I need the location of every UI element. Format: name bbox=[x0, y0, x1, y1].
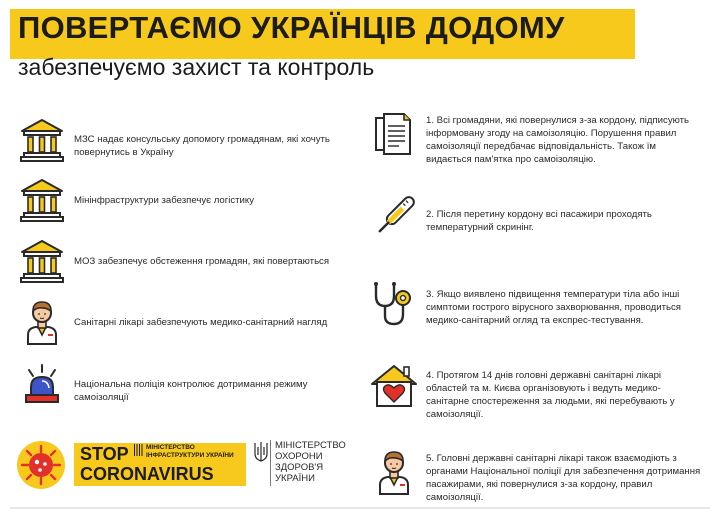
right-item-police bbox=[370, 447, 705, 504]
right-item-text: 5. Головні державні санітарні лікарі також взаємодіють з органами Національної поліції для забезпечення дотримання пасажирами, які повернулися з-за кордону, правил самоізоляції. bbox=[426, 453, 701, 503]
ministry-infrastructure-logo bbox=[134, 444, 144, 456]
thermometer-icon bbox=[370, 193, 418, 241]
bottom-divider bbox=[10, 507, 710, 509]
right-item-text: 1. Всі громадяни, які повернулися з-за кордону, підписують інформовану згоду на самоізоляцію. Порушення правил самоізоляції передбачає відповідальність. Також їм видається пам'ятка про самоізоляцію. bbox=[426, 115, 690, 165]
stethoscope-icon bbox=[370, 280, 418, 328]
right-item-consent bbox=[370, 110, 700, 166]
right-item-observation bbox=[370, 362, 700, 421]
ministry-health-label: МІНІСТЕРСТВО ОХОРОНИ ЗДОРОВ'Я УКРАЇНИ bbox=[275, 440, 346, 484]
stop-label: STOP bbox=[80, 444, 129, 464]
doctor-icon bbox=[18, 297, 66, 345]
right-item-text: 3. Якщо виявлено підвищення температури тіла або інші симптоми гострого вірусного захворювання, проводиться медико-санітарний огляд та експрес-тестування. bbox=[426, 289, 681, 326]
right-item-text: 4. Протягом 14 днів головні державні санітарні лікарі областей та м. Києва організовують і ведуть медико-санітарне спостереження за людьми, які перебувають у самоізоляції. bbox=[426, 370, 675, 420]
page-title: ПОВЕРТАЄМО УКРАЇНЦІВ ДОДОМУ bbox=[18, 10, 565, 45]
police-siren-icon bbox=[18, 361, 66, 409]
ministry-infrastructure-label: МІНІСТЕРСТВО ІНФРАСТРУКТУРИ УКРАЇНИ bbox=[146, 444, 234, 459]
documents-icon bbox=[370, 110, 418, 158]
government-building-icon bbox=[18, 176, 66, 224]
coronavirus-label: CORONAVIRUS bbox=[80, 464, 214, 484]
right-item-testing bbox=[370, 280, 700, 328]
virus-icon bbox=[16, 440, 66, 490]
right-item-screening bbox=[370, 193, 700, 241]
government-building-icon bbox=[18, 116, 66, 164]
trident-icon bbox=[254, 441, 268, 463]
right-item-text: 2. Після перетину кордону всі пасажири проходять температурний скринінг. bbox=[426, 209, 652, 233]
logo-separator bbox=[270, 440, 271, 486]
doctor-icon bbox=[370, 447, 418, 495]
government-building-icon bbox=[18, 237, 66, 285]
home-heart-icon bbox=[370, 362, 418, 410]
left-item-text: Санітарні лікарі забезпечують медико-санітарний нагляд bbox=[74, 317, 328, 328]
left-item-mfa bbox=[18, 116, 338, 164]
left-item-text: Мінінфраструктури забезпечує логістику bbox=[74, 195, 255, 206]
left-item-sanitary bbox=[18, 297, 338, 345]
left-item-text: МЗС надає консульську допомогу громадянам, які хочуть повернутись в Україну bbox=[74, 134, 330, 158]
left-item-health bbox=[18, 237, 338, 285]
left-item-infrastructure bbox=[18, 176, 338, 224]
left-item-text: МОЗ забезпечує обстеження громадян, які повертаються bbox=[74, 256, 330, 267]
left-item-police bbox=[18, 361, 338, 409]
left-item-text: Національна поліція контролює дотримання режиму самоізоляції bbox=[74, 379, 308, 403]
page-subtitle: забезпечуємо захист та контроль bbox=[18, 54, 375, 80]
